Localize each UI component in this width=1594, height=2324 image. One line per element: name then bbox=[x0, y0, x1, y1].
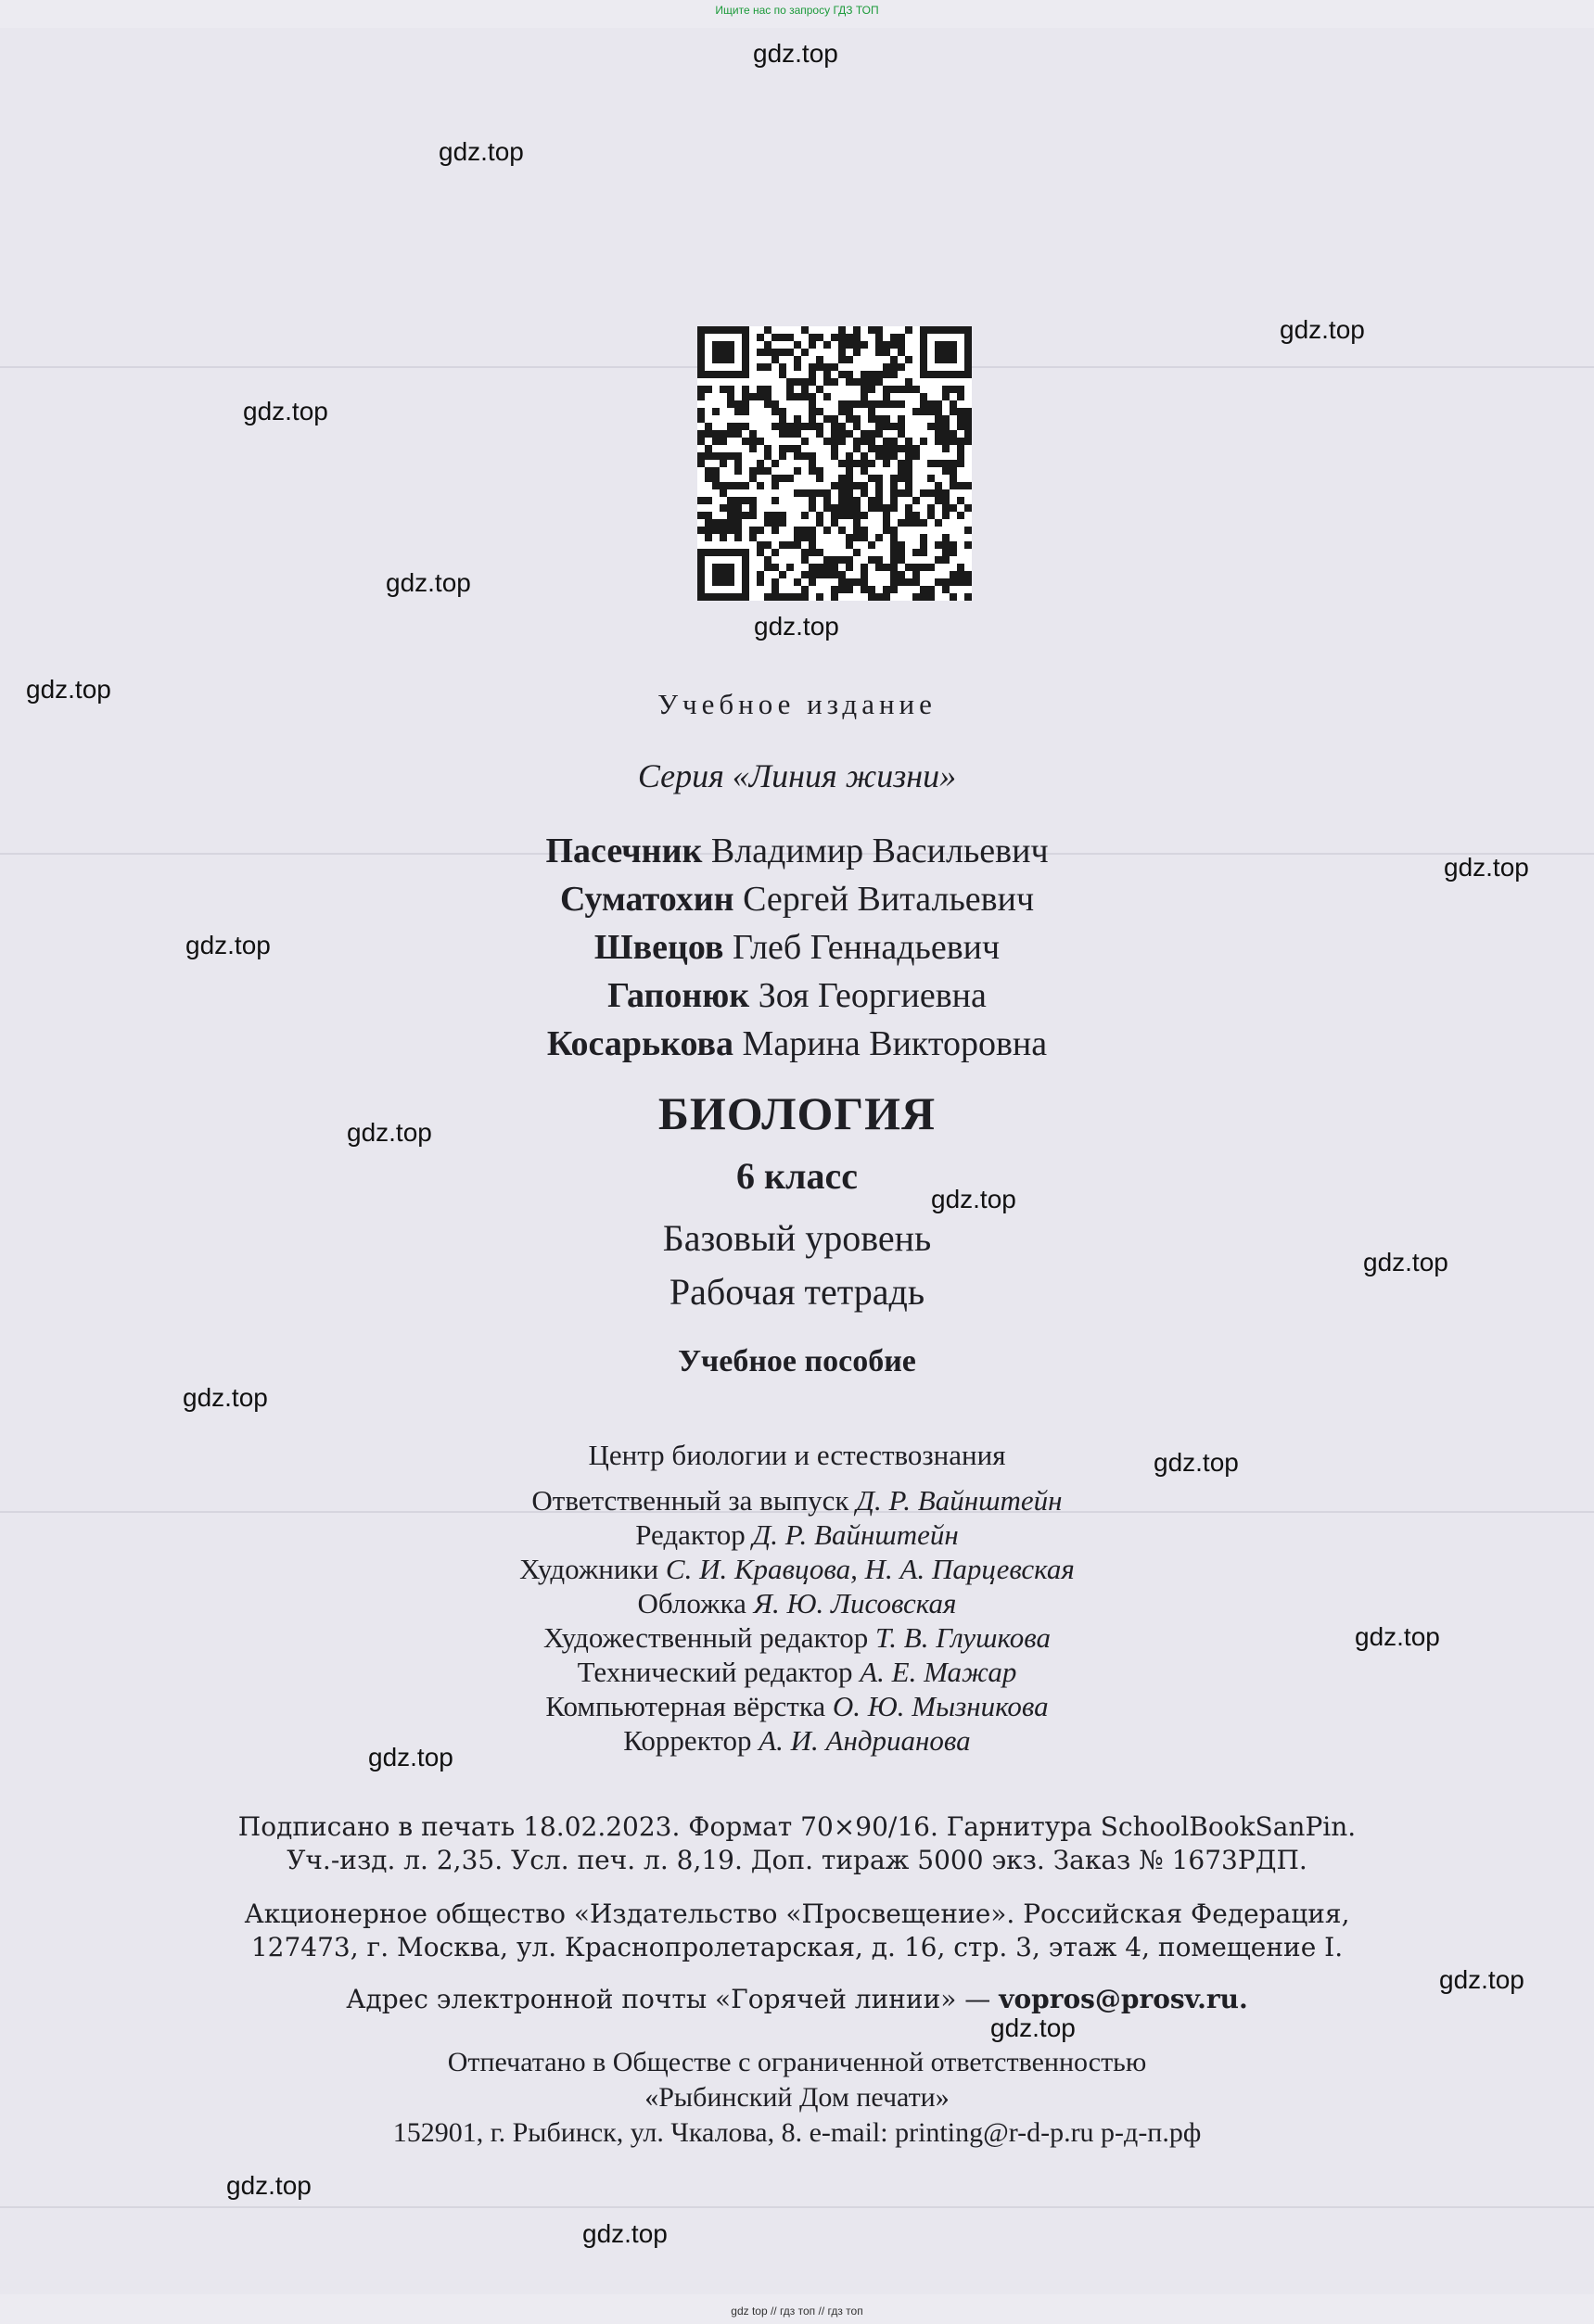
qr-code[interactable] bbox=[697, 326, 972, 601]
credit-line: Редактор Д. Р. Вайнштейн bbox=[635, 1518, 959, 1551]
author: Швецов Глеб Геннадьевич bbox=[593, 928, 1001, 967]
publisher-info: 127473, г. Москва, ул. Краснопролетарская, д. 16, стр. 3, этаж 4, помещение I. bbox=[250, 1932, 1344, 1962]
print-info: Подписано в печать 18.02.2023. Формат 70×90/16. Гарнитура SchoolBookSanPin. bbox=[237, 1811, 1357, 1842]
watermark-text: gdz.top bbox=[931, 1185, 1016, 1213]
watermark-text: gdz.top bbox=[243, 397, 328, 425]
book-type: Учебное пособие bbox=[678, 1344, 916, 1378]
watermark-text: gdz.top bbox=[1154, 1448, 1239, 1477]
watermark-text: gdz.top bbox=[990, 2013, 1076, 2042]
watermark-text: gdz.top bbox=[439, 137, 524, 166]
series-title: Серия «Линия жизни» bbox=[637, 757, 957, 794]
watermark-text: gdz.top bbox=[185, 931, 271, 959]
watermark-text: gdz.top bbox=[1439, 1965, 1524, 1994]
edition-label: Учебное издание bbox=[657, 688, 937, 720]
author: Пасечник Владимир Васильевич bbox=[545, 832, 1049, 870]
watermark-text: gdz.top bbox=[754, 612, 839, 641]
credit-line: Компьютерная вёрстка О. Ю. Мызникова bbox=[545, 1690, 1049, 1722]
credit-line: Корректор А. И. Андрианова bbox=[623, 1724, 971, 1757]
level: Базовый уровень bbox=[662, 1217, 932, 1259]
watermark-text: gdz.top bbox=[386, 568, 471, 597]
watermark-text: gdz.top bbox=[183, 1383, 268, 1412]
watermark-text: gdz.top bbox=[1280, 315, 1365, 344]
watermark-text: gdz.top bbox=[1444, 853, 1529, 882]
credit-line: Обложка Я. Ю. Лисовская bbox=[637, 1587, 957, 1619]
credit-line: Ответственный за выпуск Д. Р. Вайнштейн bbox=[531, 1484, 1063, 1517]
watermark-text: gdz.top bbox=[368, 1743, 453, 1772]
book-title: БИОЛОГИЯ bbox=[657, 1087, 937, 1139]
author: Гапонюк Зоя Георгиевна bbox=[607, 976, 987, 1015]
watermark-text: gdz.top bbox=[1363, 1248, 1448, 1276]
watermark-text: gdz.top bbox=[582, 2219, 668, 2248]
email-link[interactable]: vopros@prosv.ru. bbox=[999, 1984, 1248, 2014]
printer-info: Отпечатано в Обществе с ограниченной ответственностью bbox=[447, 2047, 1147, 2077]
watermark-text: gdz.top bbox=[26, 675, 111, 704]
watermark-text: gdz.top bbox=[347, 1118, 432, 1147]
author: Косарькова Марина Викторовна bbox=[546, 1024, 1048, 1063]
printer-info: «Рыбинский Дом печати» bbox=[644, 2082, 950, 2113]
qr-code-icon bbox=[697, 326, 972, 601]
hotline-email: Адрес электронной почты «Горячей линии» — vopros@prosv.ru. bbox=[346, 1984, 1248, 2014]
publishing-center: Центр биологии и естествознания bbox=[588, 1439, 1006, 1471]
bottom-banner[interactable]: gdz top // гдз топ // гдз топ bbox=[731, 2305, 863, 2318]
credit-line: Технический редактор А. Е. Мажар bbox=[577, 1656, 1017, 1688]
grade: 6 класс bbox=[736, 1155, 858, 1197]
watermark-text: gdz.top bbox=[1355, 1622, 1440, 1651]
watermark-text: gdz.top bbox=[753, 39, 838, 68]
printer-address: 152901, г. Рыбинск, ул. Чкалова, 8. e-mail: printing@r-d-p.ru р-д-п.рф bbox=[392, 2117, 1202, 2148]
credit-line: Художники С. И. Кравцова, Н. А. Парцевская bbox=[519, 1553, 1075, 1585]
top-banner[interactable]: Ищите нас по запросу ГДЗ ТОП bbox=[715, 4, 879, 17]
publisher-info: Акционерное общество «Издательство «Просвещение». Российская Федерация, bbox=[244, 1899, 1350, 1929]
credit-line: Художественный редактор Т. В. Глушкова bbox=[542, 1621, 1052, 1654]
watermark-text: gdz.top bbox=[226, 2171, 312, 2200]
print-info: Уч.-изд. л. 2,35. Усл. печ. л. 8,19. Доп. тираж 5000 экз. Заказ № 1673РДП. bbox=[287, 1845, 1307, 1875]
showthrough-rule bbox=[0, 2206, 1594, 2208]
author: Суматохин Сергей Витальевич bbox=[559, 880, 1035, 919]
workbook-label: Рабочая тетрадь bbox=[669, 1271, 925, 1313]
